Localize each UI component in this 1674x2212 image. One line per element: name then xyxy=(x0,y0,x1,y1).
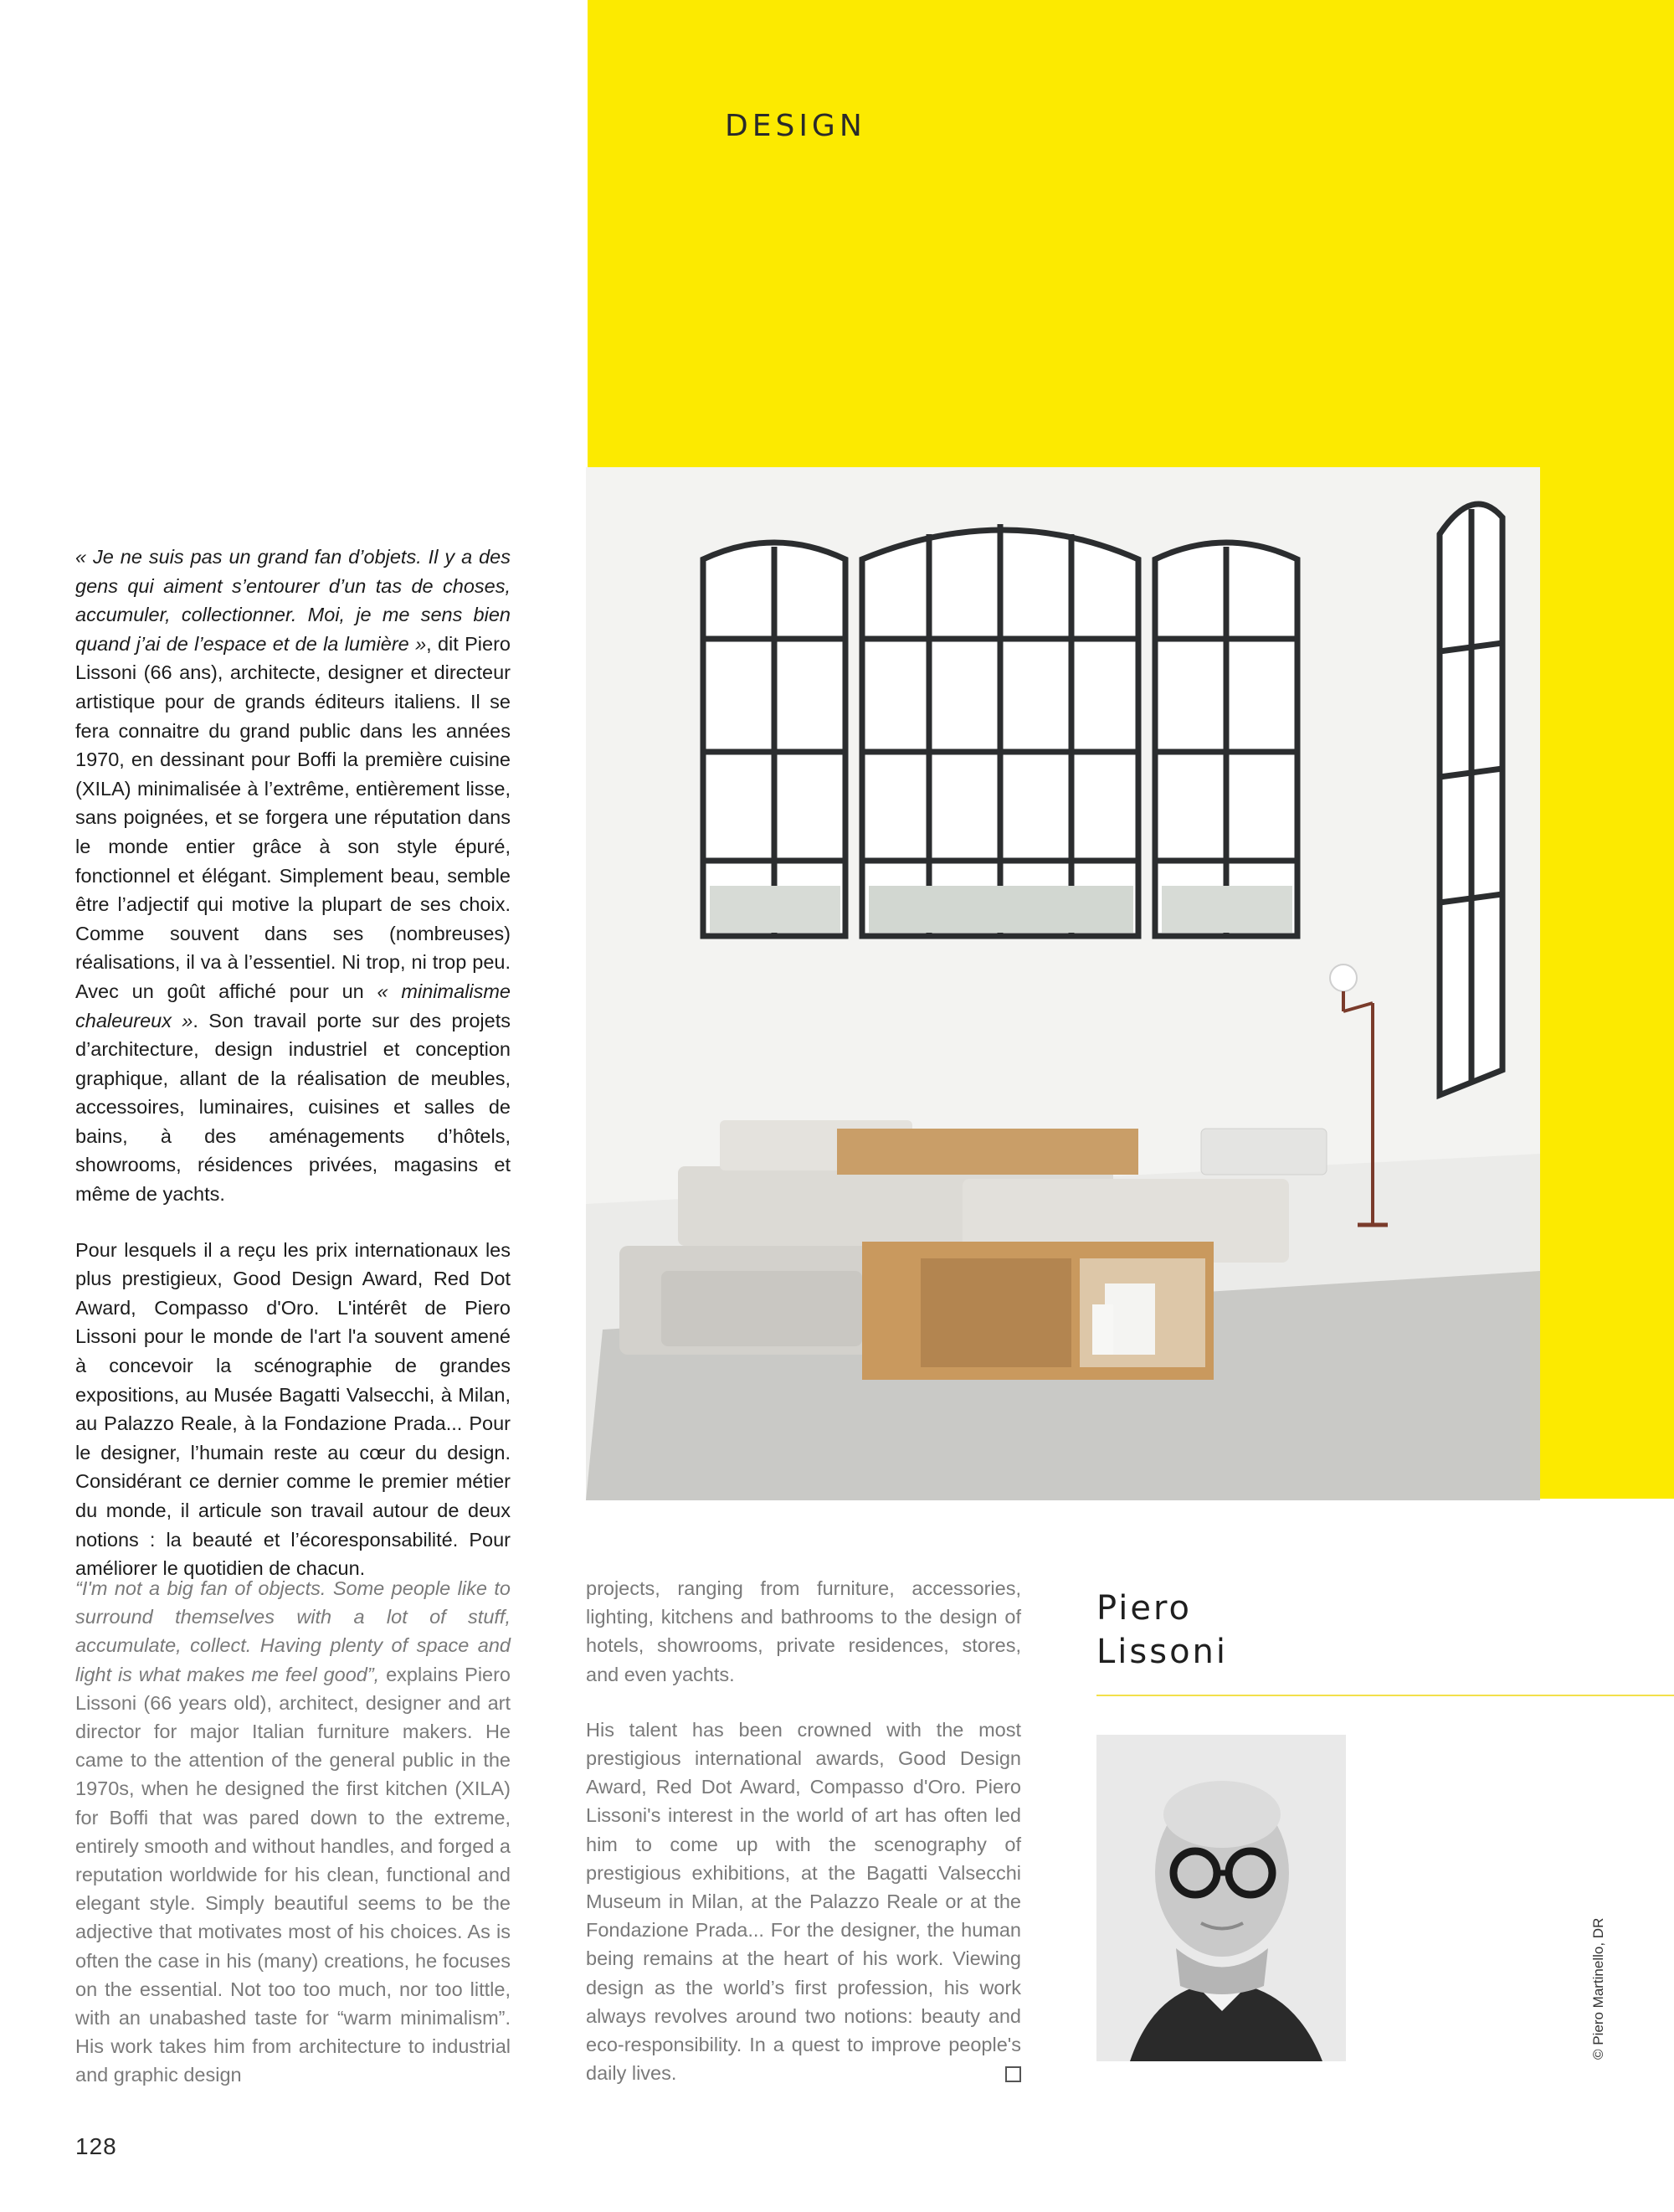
french-paragraph-2: Pour lesquels il a reçu les prix internationaux les plus prestigieux, Good Design Award, Red Dot Award, Compasso d'Oro. L'intérêt de Piero Lissoni pour le monde de l'art l'a souvent amené à concevoir la scénographie de grandes expositions, au Musée Bagatti Valsecchi, à Milan, au Palazzo Reale, à la Fondazione Prada... Pour le designer, l’humain reste au cœur du design. Considérant ce dernier comme le premier métier du monde, il articule son travail autour de deux notions : la beauté et l’écoresponsabilité. Pour améliorer le quotidien de chacun. xyxy=(75,1238,511,1580)
arched-window xyxy=(703,543,845,936)
arched-window xyxy=(862,524,1138,936)
english-opening-quote: “I'm not a big fan of objects. Some people like to surround themselves with a lot of stuff, accumulate, collect. Having plenty of space and light is what makes me feel good”, xyxy=(75,1577,511,1685)
english-column-middle xyxy=(586,1574,1021,2087)
french-paragraph-1-body: , dit Piero Lissoni (66 ans), architecte, designer et directeur artistique pour de grands éditeurs italiens. Il se fera connaitre du grand public dans les années 1970, en dessinant pour Boffi la première cuisine (XILA) minimalisée à l’extrême, entièrement lisse, sans poignées, et se forgera une réputation dans le monde entier grâce à son style épuré, fonctionnel et élégant. Simplement beau, semble être l’adjectif qui motive la plupart de ses choix. Comme souvent dans ses (nombreuses) réalisations, il va à l’essentiel. Ni trop, ni trop peu. Avec un goût affiché pour un xyxy=(75,632,511,1002)
english-paragraph-1-body: explains Piero Lissoni (66 years old), architect, designer and art director for major Italian furniture makers. He came to the attention of the general public in the 1970s, when he designed the first kitchen (XILA) for Boffi that was pared down to the extreme, entirely smooth and without handles, and forged a reputation worldwide for his clean, functional and elegant style. Simply beautiful seems to be the adjective that motivates most of his choices. As is often the case in his (many) creations, he focuses on the essential. Not too too much, nor too little, with an unabashed taste for “warm minimalism”. His work takes him from architecture to industrial and graphic design xyxy=(75,1663,511,2086)
photo-credit: © Piero Martinello, DR xyxy=(1590,1917,1606,2060)
english-paragraph-2-body: His talent has been crowned with the most prestigious international awards, Good Design Award, Red Dot Award, Compasso d'Oro. Piero Lissoni's interest in the world of art has often led him to come up with the scenography of prestigious exhibitions, at the Bagatti Valsecchi Museum in Milan, at the Palazzo Reale or at the Fondazione Prada... For the designer, the human being remains at the heart of his work. Viewing design as the world’s first profession, his work always revolves around two notions: beauty and eco-responsibility. In a quest to improve people's daily lives. xyxy=(586,1718,1021,2085)
profile-last-name: Lissoni xyxy=(1096,1633,1229,1671)
name-divider xyxy=(1096,1695,1674,1696)
english-column-left xyxy=(75,1574,511,2090)
french-opening-quote: « Je ne suis pas un grand fan d’objets. Il y a des gens qui aiment s’entourer d’un tas de choses, accumuler, collectionner. Moi, je me sens bien quand j’ai de l’espace et de la lumière » xyxy=(75,546,511,655)
arched-window xyxy=(1155,543,1297,936)
arched-window xyxy=(1440,504,1502,1095)
french-article-text xyxy=(75,543,511,1583)
profile-first-name: Piero xyxy=(1096,1589,1193,1628)
french-paragraph-1-end: . Son travail porte sur des projets d’architecture, design industriel et conception graphique, allant de la réalisation de meubles, accessoires, luminaires, cuisines et salles de bains, à des aménagements d’hôtels, showrooms, résidences privées, magasins et même de yachts. xyxy=(75,1009,511,1206)
french-paragraph-1 xyxy=(75,543,511,1209)
english-paragraph-1-continued: projects, ranging from furniture, accessories, lighting, kitchens and bathrooms to the design of hotels, showrooms, private residences, stores, and even yachts. xyxy=(586,1577,1021,1685)
profile-name xyxy=(1096,1587,1228,1674)
portrait-photo xyxy=(1096,1735,1346,2061)
page-number: 128 xyxy=(75,2133,117,2159)
interior-photo xyxy=(586,467,1540,1500)
english-paragraph-1 xyxy=(75,1574,511,2090)
french-inline-quote: « minimalisme chaleureux » xyxy=(75,980,511,1031)
english-paragraph-2 xyxy=(586,1716,1021,2088)
section-label: DESIGN xyxy=(725,109,866,143)
end-of-article-icon xyxy=(1005,2066,1021,2082)
